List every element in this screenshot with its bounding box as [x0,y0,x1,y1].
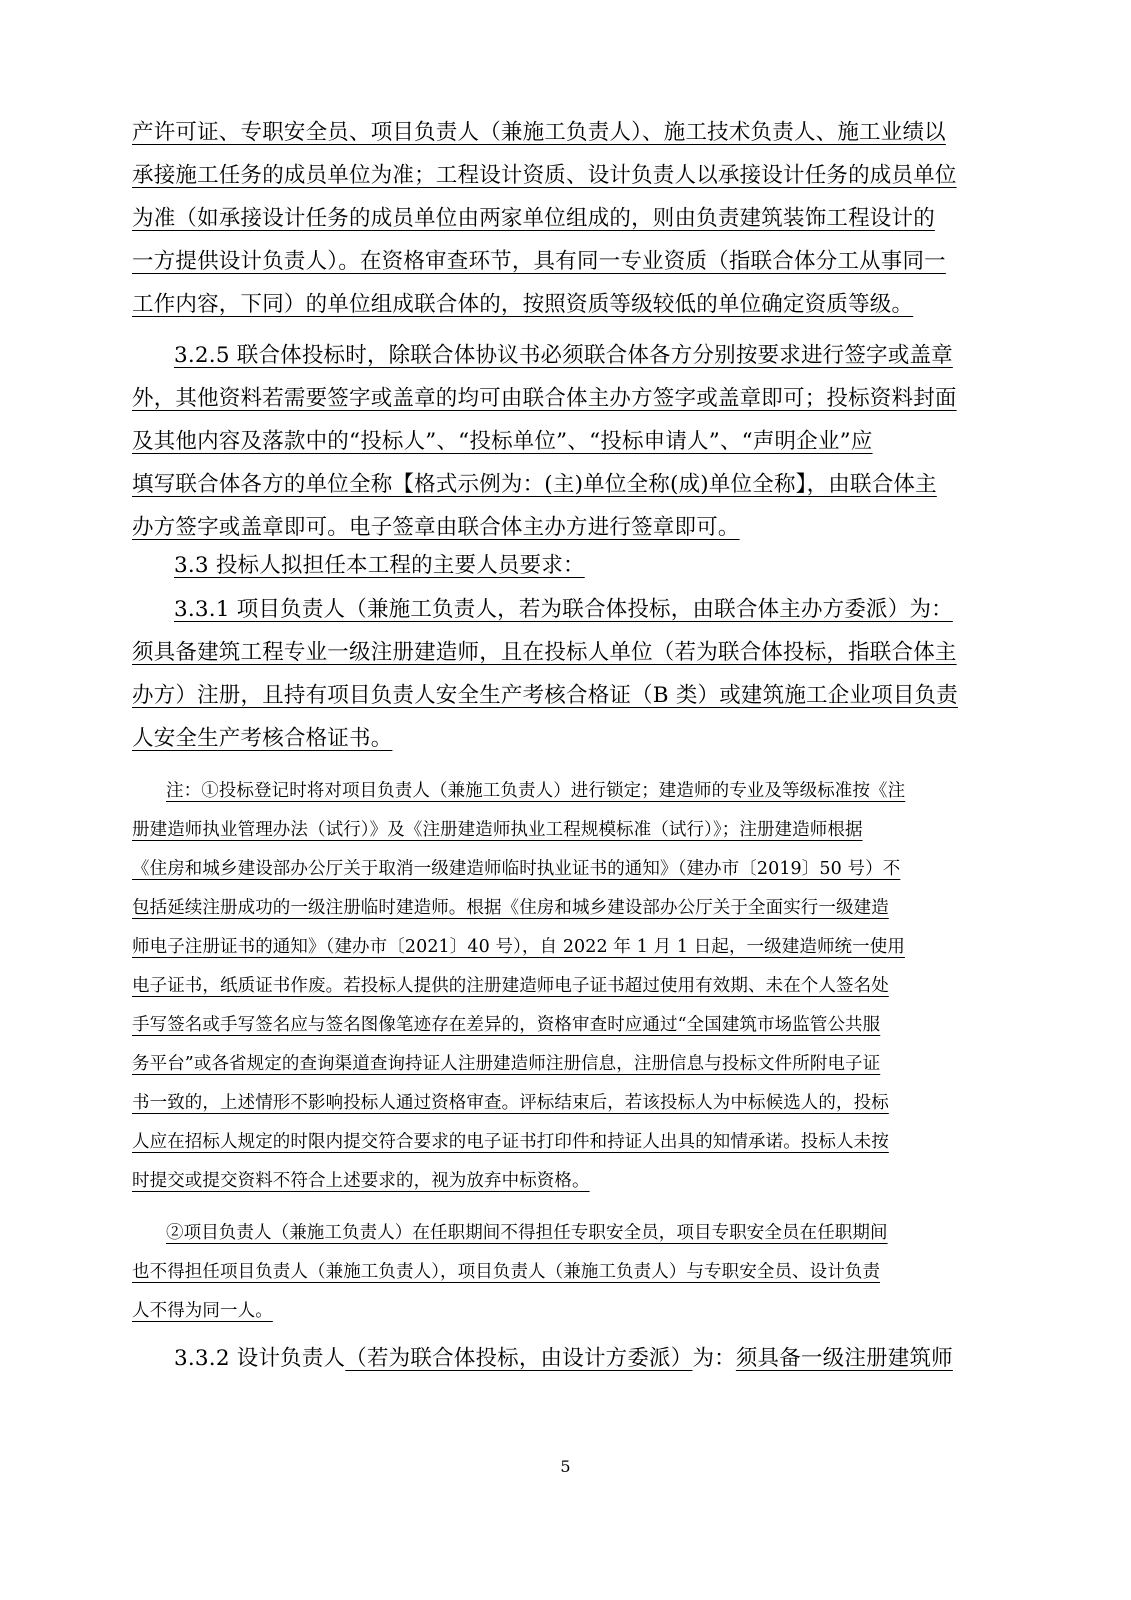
p5-seg-3: 为： [692,1346,736,1371]
note1-line-7: 手写签名或手写签名应与签名图像笔迹存在差异的，资格审查时应通过“全国建筑市场监管公共服 [132,1015,881,1035]
note1-line-3: 《住房和城乡建设部办公厅关于取消一级建造师临时执业证书的通知》（建办市〔2019〕50 号）不 [132,859,901,879]
note1-line-4: 包括延续注册成功的一级注册临时建造师。根据《住房和城乡建设部办公厅关于全面实行一级建造 [132,898,889,918]
p5-line-1 [132,1344,1022,1374]
p5-seg-2: （若为联合体投标，由设计方委派） [345,1346,693,1371]
p2-line-4: 填写联合体各方的单位全称【格式示例为：(主)单位全称(成)单位全称】，由联合体主 [132,472,937,497]
note2-line-2: 也不得担任项目负责人（兼施工负责人），项目负责人（兼施工负责人）与专职安全员、设计负责 [132,1262,881,1282]
p1-line-3: 为准（如承接设计任务的成员单位由两家单位组成的，则由负责建筑装饰工程设计的 [132,206,935,231]
p2-line-5: 办方签字或盖章即可。电子签章由联合体主办方进行签章即可。 [132,515,740,540]
note2-line-3: 人不得为同一人。 [132,1301,273,1321]
p1-line-5: 工作内容，下同）的单位组成联合体的，按照资质等级较低的单位确定资质等级。 [132,292,914,317]
p4-line-4: 人安全生产考核合格证书。 [132,726,393,751]
p4-line-2: 须具备建筑工程专业一级注册建造师，且在投标人单位（若为联合体投标，指联合体主 [132,640,957,665]
p4-line-1: 3.3.1 项目负责人（兼施工负责人，若为联合体投标，由联合体主办方委派）为： [174,597,953,622]
p2-line-1: 3.2.5 联合体投标时，除联合体协议书必须联合体各方分别按要求进行签字或盖章 [174,343,953,368]
p2-line-2: 外，其他资料若需要签字或盖章的均可由联合体主办方签字或盖章即可；投标资料封面 [132,386,957,411]
p1-line-1: 产许可证、专职安全员、项目负责人（兼施工负责人）、施工技术负责人、施工业绩以 [132,120,946,145]
section-3-3-heading: 3.3 投标人拟担任本工程的主要人员要求： [174,553,585,578]
note1-line-1: 注：①投标登记时将对项目负责人（兼施工负责人）进行锁定；建造师的专业及等级标准按《注 [166,781,906,801]
note1-line-2: 册建造师执业管理办法（试行）》及《注册建造师执业工程规模标准（试行）》；注册建造师根据 [132,820,863,840]
p1-line-4: 一方提供设计负责人）。在资格审查环节，具有同一专业资质（指联合体分工从事同一 [132,249,946,274]
page-number: 5 [560,1457,571,1476]
note1-line-8: 务平台”或各省规定的查询渠道查询持证人注册建造师注册信息，注册信息与投标文件所附电子证 [132,1054,881,1074]
p1-line-2: 承接施工任务的成员单位为准；工程设计资质、设计负责人以承接设计任务的成员单位 [132,163,957,188]
note1-line-6: 电子证书，纸质证书作废。若投标人提供的注册建造师电子证书超过使用有效期、未在个人签名处 [132,976,889,996]
p5-seg-1: 3.3.2 设计负责人 [174,1346,346,1371]
note2-line-1: ②项目负责人（兼施工负责人）在任职期间不得担任专职安全员，项目专职安全员在任职期间 [166,1223,888,1243]
note1-line-5: 师电子注册证书的通知》（建办市〔2021〕40 号），自 2022 年 1 月 1 日起，一级建造师统一使用 [132,937,905,957]
note1-line-9: 书一致的，上述情形不影响投标人通过资格审查。评标结束后，若该投标人为中标候选人的，投标 [132,1093,889,1113]
p5-seg-4: 须具备一级注册建筑师 [735,1346,953,1371]
note1-line-11: 时提交或提交资料不符合上述要求的，视为放弃中标资格。 [132,1171,590,1191]
note1-line-10: 人应在招标人规定的时限内提交符合要求的电子证书打印件和持证人出具的知情承诺。投标人未按 [132,1132,889,1152]
p4-line-3: 办方）注册，且持有项目负责人安全生产考核合格证（B 类）或建筑施工企业项目负责 [132,683,958,708]
p2-line-3: 及其他内容及落款中的“投标人”、“投标单位”、“投标申请人”、“声明企业”应 [132,429,873,454]
